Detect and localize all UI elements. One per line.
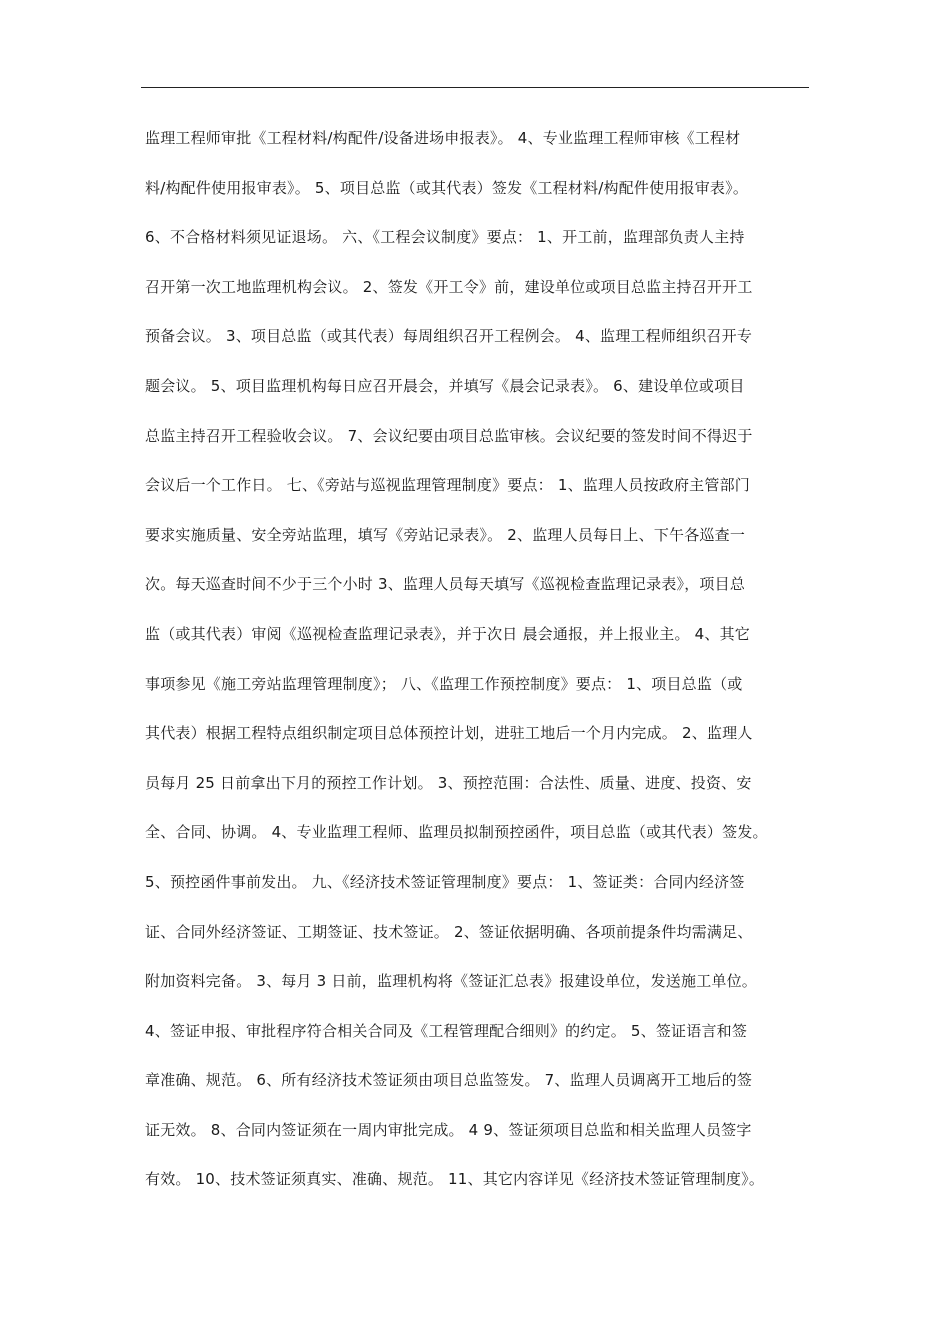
- text-line: 总监主持召开工程验收会议。 7、会议纪要由项目总监审核。会议纪要的签发时间不得迟于: [145, 426, 753, 445]
- text-line: 全、合同、协调。 4、专业监理工程师、监理员拟制预控函件，项目总监（或其代表）签发。: [145, 823, 768, 842]
- text-line: 题会议。 5、项目监理机构每日应召开晨会，并填写《晨会记录表》。 6、建设单位或项目: [145, 376, 745, 395]
- text-line: 5、预控函件事前发出。 九、《经济技术签证管理制度》要点： 1、签证类：合同内经济签: [145, 872, 745, 891]
- text-line: 监理工程师审批《工程材料/构配件/设备进场申报表》。 4、专业监理工程师审核《工程材: [145, 129, 741, 147]
- text-line: 证、合同外经济签证、工期签证、技术签证。 2、签证依据明确、各项前提条件均需满足、: [145, 922, 753, 941]
- text-line: 6、不合格材料须见证退场。 六、《工程会议制度》要点： 1、开工前，监理部负责人主持: [145, 228, 745, 247]
- text-line: 次。每天巡查时间不少于三个小时 3、监理人员每天填写《巡视检查监理记录表》，项目总: [145, 575, 746, 594]
- text-line: 有效。 10、技术签证须真实、准确、规范。 11、其它内容详见《经济技术签证管理制度》。: [145, 1170, 765, 1189]
- text-line: 料/构配件使用报审表》。 5、项目总监（或其代表）签发《工程材料/构配件使用报审表》。: [145, 178, 749, 197]
- text-line: 其代表）根据工程特点组织制定项目总体预控计划，进驻工地后一个月内完成。 2、监理人: [145, 724, 753, 743]
- text-line: 证无效。 8、合同内签证须在一周内审批完成。 4 9、签证须项目总监和相关监理人员签字: [145, 1120, 752, 1139]
- header-rule: [141, 87, 809, 88]
- text-line: 预备会议。 3、项目总监（或其代表）每周组织召开工程例会。 4、监理工程师组织召开专: [145, 327, 753, 346]
- text-line: 附加资料完备。 3、每月 3 日前，监理机构将《签证汇总表》报建设单位，发送施工单位。: [145, 972, 757, 991]
- text-line: 员每月 25 日前拿出下月的预控工作计划。 3、预控范围：合法性、质量、进度、投资、安: [145, 773, 752, 792]
- text-line: 召开第一次工地监理机构会议。 2、签发《开工令》前，建设单位或项目总监主持召开开工: [145, 277, 753, 296]
- text-line: 事项参见《施工旁站监理管理制度》； 八、《监理工作预控制度》要点： 1、项目总监（或: [145, 674, 743, 693]
- text-line: 监（或其代表）审阅《巡视检查监理记录表》，并于次日 晨会通报，并上报业主。 4、其它: [145, 624, 750, 643]
- text-line: 要求实施质量、安全旁站监理，填写《旁站记录表》。 2、监理人员每日上、下午各巡查一: [145, 525, 746, 544]
- text-line: 会议后一个工作日。 七、《旁站与巡视监理管理制度》要点： 1、监理人员按政府主管部门: [145, 476, 750, 495]
- body-text: [145, 122, 813, 1213]
- text-line: 4、签证申报、审批程序符合相关合同及《工程管理配合细则》的约定。 5、签证语言和签: [145, 1021, 748, 1040]
- text-line: 章准确、规范。 6、所有经济技术签证须由项目总监签发。 7、监理人员调离开工地后的签: [145, 1071, 753, 1090]
